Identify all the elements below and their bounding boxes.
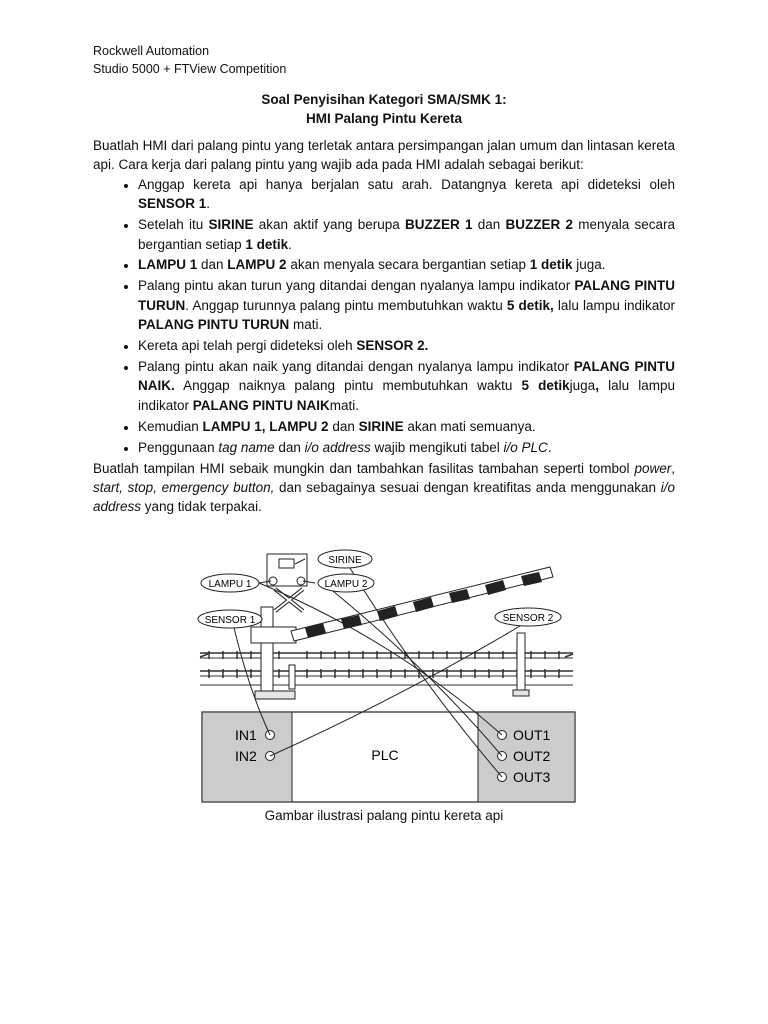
text-run: dan (328, 418, 359, 434)
document-header (93, 42, 286, 78)
bold-run: PALANG PINTU TURUN (138, 317, 290, 333)
italic-run: i/o address (304, 439, 371, 455)
text-run: mati. (289, 317, 323, 333)
sirine-callout: SIRINE (328, 555, 362, 566)
italic-run: i/o address (93, 479, 676, 515)
sensor1-post (289, 665, 295, 689)
siren-box (279, 559, 294, 568)
intro-paragraph: Buatlah HMI dari palang pintu yang terletak antara persimpangan jalan umum dan lintasan kereta api. Cara kerja dari palang pintu yang wajib ada pada HMI adalah sebagai berikut: (93, 138, 675, 173)
bold-run: BUZZER 2 (505, 217, 573, 233)
gate-post (261, 607, 273, 695)
list-item (138, 215, 675, 254)
title-line-1: Soal Penyisihan Kategori SMA/SMK 1: (261, 92, 507, 107)
text-run: mati. (329, 397, 360, 413)
bold-run: PALANG PINTU NAIK (192, 397, 330, 413)
list-item (138, 417, 675, 436)
text-run: yang tidak terpakai. (141, 499, 262, 515)
italic-run: power (634, 460, 672, 476)
list-item (138, 255, 675, 274)
out3-label: OUT3 (513, 769, 551, 785)
text-run: lalu lampu indikator (138, 378, 675, 413)
figure-caption: Gambar ilustrasi palang pintu kereta api (264, 808, 504, 823)
sensor2-post (517, 633, 525, 693)
company-name: Rockwell Automation (93, 44, 210, 58)
closing-paragraph (93, 459, 675, 517)
italic-run: start, stop, emergency button, (93, 479, 275, 495)
lampu1-callout: LAMPU 1 (208, 579, 252, 590)
bold-run: SENSOR 2. (356, 338, 429, 354)
list-item (138, 357, 675, 415)
instruction-list (93, 175, 675, 457)
text-run: Palang pintu akan turun yang ditandai dengan nyalanya lampu indikator (138, 278, 575, 294)
text-run: Palang pintu akan naik yang ditandai dengan nyalanya lampu indikator (138, 358, 574, 374)
text-run: akan menyala secara bergantian setiap (286, 257, 530, 273)
text-run: . (288, 236, 292, 252)
bold-run: LAMPU 2 (227, 257, 287, 273)
text-run: juga. (572, 257, 606, 273)
list-item (138, 276, 675, 334)
bold-run: , (595, 378, 599, 394)
text-run: menyala secara bergantian setiap (138, 217, 675, 252)
list-item (138, 175, 675, 214)
bold-run: LAMPU 1, LAMPU 2 (202, 418, 329, 434)
bold-run: LAMPU 1 (138, 257, 198, 273)
text-run: wajib mengikuti tabel (370, 439, 504, 455)
text-run: Anggap kereta api hanya berjalan satu arah. Datangnya kereta api dideteksi oleh (138, 176, 675, 192)
text-run: akan aktif yang berupa (253, 217, 406, 233)
list-item (138, 438, 675, 457)
title-line-2: HMI Palang Pintu Kereta (305, 111, 463, 126)
text-run: Kereta api telah pergi dideteksi oleh (138, 338, 357, 354)
text-run: . (547, 439, 552, 455)
railway-gate-illustration (195, 545, 580, 805)
out1-label: OUT1 (513, 727, 551, 743)
bold-run: 1 detik (529, 257, 573, 273)
text-run: . (206, 196, 211, 212)
in2-label: IN2 (235, 748, 257, 764)
bold-run: 1 detik (245, 236, 289, 252)
bold-run: SENSOR 1 (138, 196, 207, 212)
text-run: Anggap naiknya palang pintu membutuhkan waktu (174, 378, 522, 394)
event-name: Studio 5000 + FTView Competition (93, 62, 287, 76)
text-run: Penggunaan (138, 439, 219, 455)
gate-base (255, 691, 295, 699)
text-run: dan (274, 439, 305, 455)
bold-run: SIRINE (358, 418, 404, 434)
in1-label: IN1 (235, 727, 257, 743)
document-body (93, 136, 675, 517)
document-title (93, 90, 675, 128)
text-run: Buatlah tampilan HMI sebaik mungkin dan tambahkan fasilitas tambahan seperti tombol (93, 460, 635, 476)
text-run: Kemudian (138, 418, 203, 434)
plc-label: PLC (371, 747, 399, 763)
bold-run: PALANG PINTU NAIK. (138, 358, 675, 394)
sensor1-callout: SENSOR 1 (204, 615, 256, 626)
lampu2-callout: LAMPU 2 (324, 579, 368, 590)
bold-run: BUZZER 1 (405, 217, 473, 233)
text-run: Setelah itu (138, 217, 209, 233)
text-run: dan (472, 217, 506, 233)
sensor2-callout: SENSOR 2 (502, 613, 554, 624)
sensor2-base (513, 690, 529, 696)
bold-run: SIRINE (208, 217, 254, 233)
italic-run: tag name (218, 439, 275, 455)
text-run: . Anggap turunnya palang pintu membutuhkan waktu (185, 297, 507, 313)
text-run: akan mati semuanya. (403, 418, 536, 434)
gate-mechanism (251, 627, 296, 643)
text-run: , (671, 460, 675, 476)
text-run: lalu lampu indikator (553, 297, 675, 313)
out2-label: OUT2 (513, 748, 551, 764)
italic-run: i/o PLC (503, 439, 548, 455)
list-item (138, 336, 675, 355)
text-run: dan sebagainya sesuai dengan kreatifitas anda menggunakan (274, 479, 661, 495)
bold-run: 5 detik (521, 378, 570, 394)
bold-run: PALANG PINTU TURUN (138, 278, 676, 313)
bold-run: 5 detik, (506, 297, 554, 313)
text-run: dan (197, 257, 228, 273)
text-run: juga (569, 378, 596, 394)
